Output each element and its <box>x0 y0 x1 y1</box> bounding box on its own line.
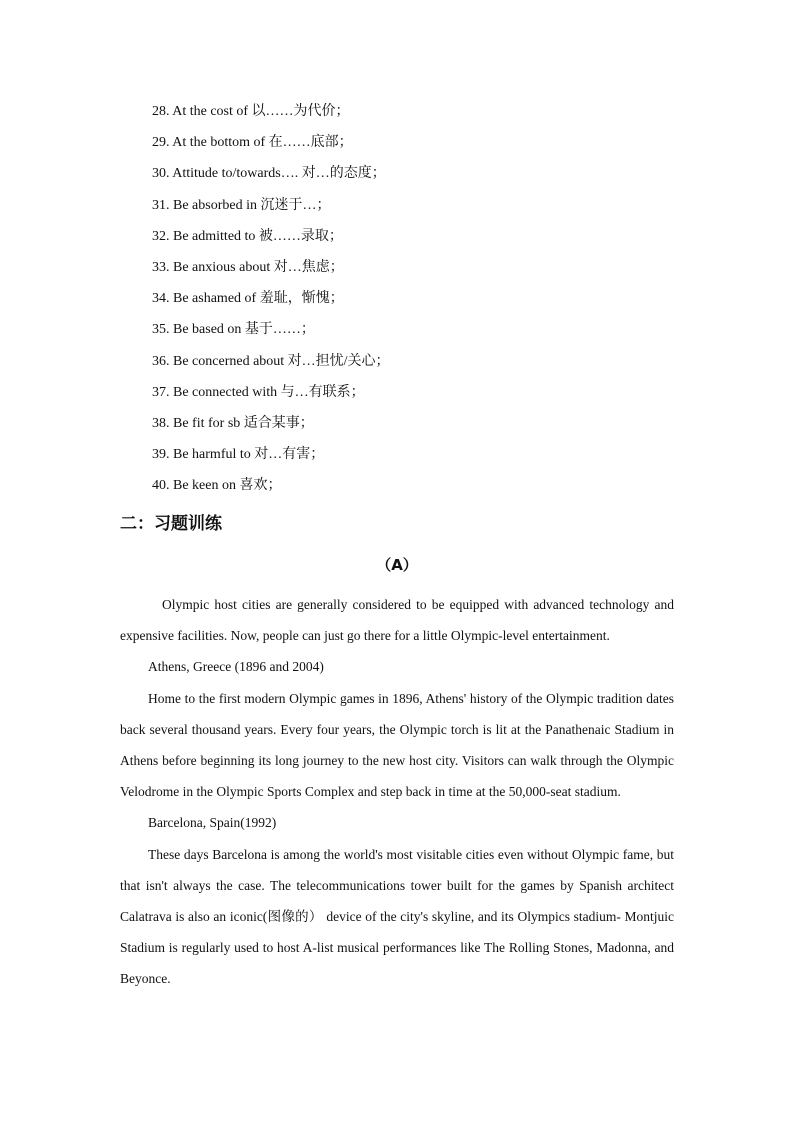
vocab-item: 40. Be keen on 喜欢； <box>152 478 282 494</box>
barcelona-heading: Barcelona, Spain(1992) <box>148 815 277 831</box>
vocab-item: 35. Be based on 基于……； <box>152 322 315 338</box>
vocab-item: 31. Be absorbed in 沉迷于…； <box>152 197 331 213</box>
vocab-item: 37. Be connected with 与…有联系； <box>152 384 365 400</box>
vocab-item: 29. At the bottom of 在……底部； <box>152 135 353 151</box>
vocab-item: 30. Attitude to/towards…. 对…的态度； <box>152 166 386 182</box>
vocab-item: 32. Be admitted to 被……录取； <box>152 228 343 244</box>
vocab-item: 38. Be fit for sb 适合某事； <box>152 415 314 431</box>
passage-label: （A） <box>376 556 418 574</box>
athens-paragraph: Home to the first modern Olympic games in 1896, Athens' history of the Olympic tradition dates back several thousand years. Every four years, the Olympic torch is lit at the Panathenaic Stadium in Athens before beginning its long journey to the new host city. Visitors can walk through the Olympic Velodrome in the Olympic Sports Complex and step back in time at the 50,000-seat stadium. <box>120 690 674 800</box>
section-heading: 二：习题训练 <box>120 514 222 534</box>
vocab-item: 39. Be harmful to 对…有害； <box>152 447 325 463</box>
passage-intro: Olympic host cities are generally considered to be equipped with advanced technology and expensive facilities. Now, people can just go there for a little Olympic-level entertainment. <box>120 597 674 644</box>
reading-passage <box>120 589 674 995</box>
barcelona-paragraph: These days Barcelona is among the world's most visitable cities even without Olympic fame, but that isn't always the case. The telecommunications tower built for the games by Spanish architect Calatrava is also an iconic(图像的） device of the city's skyline, and its Olympics stadium- Montjuic Stadium is regularly used to host A-list musical performances like The Rolling Stones, Madonna, and Beyonce. <box>120 846 674 987</box>
vocab-item: 28. At the cost of 以……为代价； <box>152 104 350 119</box>
vocab-item: 34. Be ashamed of 羞耻，惭愧； <box>152 291 344 307</box>
vocab-item: 36. Be concerned about 对…担忧/关心； <box>152 353 390 369</box>
vocabulary-list <box>152 100 390 505</box>
vocab-item: 33. Be anxious about 对…焦虑； <box>152 259 344 275</box>
athens-heading: Athens, Greece (1896 and 2004) <box>148 659 324 675</box>
